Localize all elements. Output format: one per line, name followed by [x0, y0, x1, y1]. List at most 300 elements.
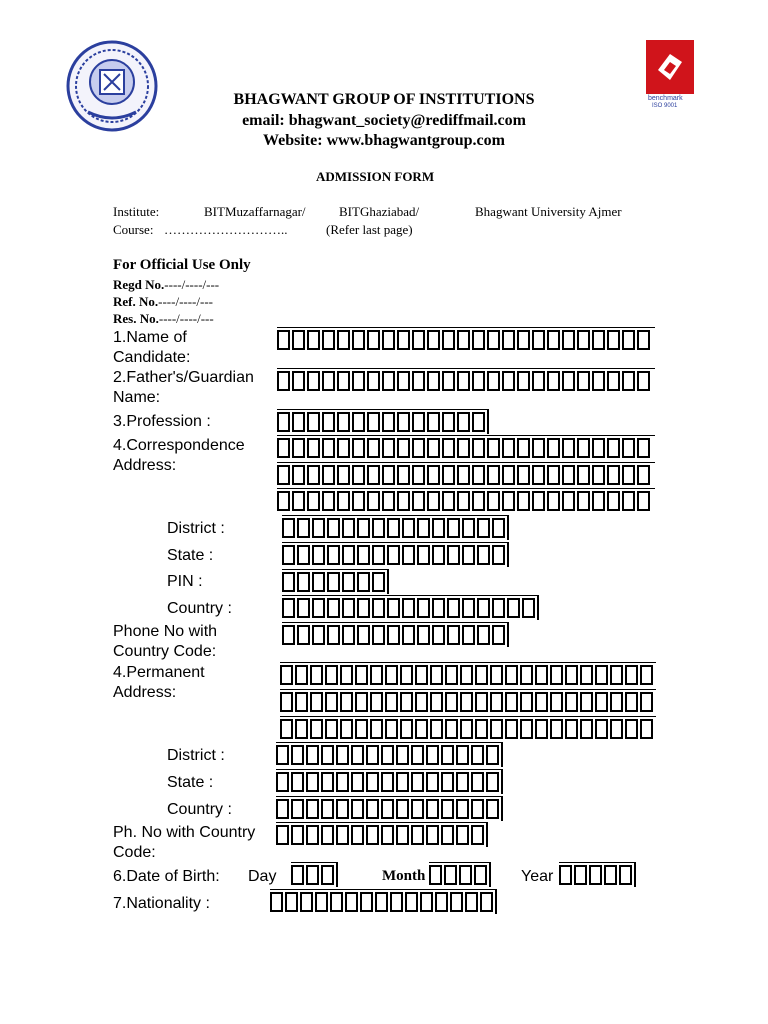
- char-box[interactable]: [342, 545, 355, 565]
- char-box[interactable]: [295, 719, 308, 739]
- char-box[interactable]: [502, 438, 515, 458]
- char-box[interactable]: [445, 719, 458, 739]
- char-box[interactable]: [625, 692, 638, 712]
- char-box[interactable]: [282, 518, 295, 538]
- char-box[interactable]: [325, 719, 338, 739]
- char-box[interactable]: [550, 692, 563, 712]
- char-box[interactable]: [312, 545, 325, 565]
- char-box[interactable]: [367, 412, 380, 432]
- char-box[interactable]: [441, 825, 454, 845]
- char-box[interactable]: [592, 330, 605, 350]
- char-box[interactable]: [457, 465, 470, 485]
- char-box[interactable]: [580, 719, 593, 739]
- nationality-boxes[interactable]: [270, 889, 497, 916]
- char-box[interactable]: [360, 892, 373, 912]
- char-box[interactable]: [426, 772, 439, 792]
- char-box[interactable]: [282, 598, 295, 618]
- char-box[interactable]: [550, 719, 563, 739]
- char-box[interactable]: [396, 825, 409, 845]
- char-box[interactable]: [442, 412, 455, 432]
- char-box[interactable]: [487, 438, 500, 458]
- char-box[interactable]: [307, 330, 320, 350]
- char-box[interactable]: [607, 438, 620, 458]
- char-box[interactable]: [390, 892, 403, 912]
- phone-boxes[interactable]: [282, 622, 509, 649]
- char-box[interactable]: [492, 625, 505, 645]
- char-box[interactable]: [610, 665, 623, 685]
- char-box[interactable]: [285, 892, 298, 912]
- char-box[interactable]: [477, 545, 490, 565]
- char-box[interactable]: [327, 625, 340, 645]
- char-box[interactable]: [550, 665, 563, 685]
- char-box[interactable]: [342, 518, 355, 538]
- char-box[interactable]: [277, 491, 290, 511]
- char-box[interactable]: [342, 598, 355, 618]
- char-box[interactable]: [280, 692, 293, 712]
- char-box[interactable]: [277, 412, 290, 432]
- char-box[interactable]: [382, 465, 395, 485]
- perm-address-boxes-3[interactable]: [280, 716, 656, 743]
- char-box[interactable]: [417, 625, 430, 645]
- char-box[interactable]: [577, 330, 590, 350]
- char-box[interactable]: [322, 491, 335, 511]
- char-box[interactable]: [492, 545, 505, 565]
- char-box[interactable]: [517, 371, 530, 391]
- char-box[interactable]: [321, 745, 334, 765]
- char-box[interactable]: [457, 491, 470, 511]
- char-box[interactable]: [322, 438, 335, 458]
- char-box[interactable]: [441, 772, 454, 792]
- char-box[interactable]: [327, 598, 340, 618]
- char-box[interactable]: [276, 772, 289, 792]
- char-box[interactable]: [507, 598, 520, 618]
- dob-year-boxes[interactable]: [559, 862, 636, 889]
- char-box[interactable]: [366, 772, 379, 792]
- char-box[interactable]: [505, 719, 518, 739]
- char-box[interactable]: [387, 625, 400, 645]
- char-box[interactable]: [381, 799, 394, 819]
- char-box[interactable]: [352, 438, 365, 458]
- char-box[interactable]: [351, 772, 364, 792]
- char-box[interactable]: [457, 330, 470, 350]
- char-box[interactable]: [547, 465, 560, 485]
- char-box[interactable]: [417, 545, 430, 565]
- char-box[interactable]: [462, 598, 475, 618]
- char-box[interactable]: [607, 371, 620, 391]
- char-box[interactable]: [502, 371, 515, 391]
- char-box[interactable]: [405, 892, 418, 912]
- char-box[interactable]: [547, 330, 560, 350]
- char-box[interactable]: [372, 598, 385, 618]
- char-box[interactable]: [357, 625, 370, 645]
- char-box[interactable]: [574, 865, 587, 885]
- char-box[interactable]: [310, 719, 323, 739]
- char-box[interactable]: [282, 572, 295, 592]
- char-box[interactable]: [412, 330, 425, 350]
- char-box[interactable]: [336, 825, 349, 845]
- char-box[interactable]: [387, 598, 400, 618]
- char-box[interactable]: [532, 330, 545, 350]
- char-box[interactable]: [532, 371, 545, 391]
- char-box[interactable]: [366, 799, 379, 819]
- char-box[interactable]: [370, 719, 383, 739]
- char-box[interactable]: [637, 330, 650, 350]
- char-box[interactable]: [325, 665, 338, 685]
- char-box[interactable]: [474, 865, 487, 885]
- char-box[interactable]: [367, 465, 380, 485]
- char-box[interactable]: [471, 745, 484, 765]
- char-box[interactable]: [577, 491, 590, 511]
- char-box[interactable]: [402, 625, 415, 645]
- char-box[interactable]: [471, 772, 484, 792]
- char-box[interactable]: [312, 625, 325, 645]
- profession-boxes[interactable]: [277, 409, 489, 436]
- char-box[interactable]: [462, 518, 475, 538]
- char-box[interactable]: [385, 692, 398, 712]
- char-box[interactable]: [502, 491, 515, 511]
- char-box[interactable]: [532, 438, 545, 458]
- char-box[interactable]: [292, 330, 305, 350]
- char-box[interactable]: [355, 692, 368, 712]
- char-box[interactable]: [397, 412, 410, 432]
- char-box[interactable]: [340, 719, 353, 739]
- perm-address-boxes-1[interactable]: [280, 662, 656, 689]
- char-box[interactable]: [442, 465, 455, 485]
- char-box[interactable]: [471, 825, 484, 845]
- char-box[interactable]: [367, 330, 380, 350]
- corr-address-boxes-2[interactable]: [277, 462, 655, 489]
- char-box[interactable]: [277, 330, 290, 350]
- char-box[interactable]: [517, 330, 530, 350]
- char-box[interactable]: [477, 625, 490, 645]
- char-box[interactable]: [280, 665, 293, 685]
- char-box[interactable]: [502, 465, 515, 485]
- dob-month-boxes[interactable]: [429, 862, 491, 889]
- char-box[interactable]: [382, 412, 395, 432]
- char-box[interactable]: [442, 491, 455, 511]
- char-box[interactable]: [637, 465, 650, 485]
- char-box[interactable]: [312, 518, 325, 538]
- char-box[interactable]: [520, 719, 533, 739]
- char-box[interactable]: [292, 465, 305, 485]
- char-box[interactable]: [321, 799, 334, 819]
- char-box[interactable]: [520, 665, 533, 685]
- char-box[interactable]: [475, 719, 488, 739]
- char-box[interactable]: [291, 799, 304, 819]
- char-box[interactable]: [357, 572, 370, 592]
- char-box[interactable]: [276, 745, 289, 765]
- char-box[interactable]: [465, 892, 478, 912]
- char-box[interactable]: [492, 598, 505, 618]
- char-box[interactable]: [502, 330, 515, 350]
- char-box[interactable]: [562, 465, 575, 485]
- char-box[interactable]: [442, 371, 455, 391]
- char-box[interactable]: [357, 518, 370, 538]
- char-box[interactable]: [345, 892, 358, 912]
- char-box[interactable]: [300, 892, 313, 912]
- char-box[interactable]: [562, 371, 575, 391]
- char-box[interactable]: [460, 719, 473, 739]
- char-box[interactable]: [291, 865, 304, 885]
- char-box[interactable]: [625, 665, 638, 685]
- char-box[interactable]: [490, 692, 503, 712]
- char-box[interactable]: [291, 745, 304, 765]
- char-box[interactable]: [385, 665, 398, 685]
- char-box[interactable]: [415, 719, 428, 739]
- char-box[interactable]: [367, 371, 380, 391]
- char-box[interactable]: [607, 465, 620, 485]
- char-box[interactable]: [565, 719, 578, 739]
- char-box[interactable]: [456, 825, 469, 845]
- char-box[interactable]: [595, 692, 608, 712]
- char-box[interactable]: [312, 572, 325, 592]
- char-box[interactable]: [387, 518, 400, 538]
- char-box[interactable]: [447, 518, 460, 538]
- char-box[interactable]: [381, 745, 394, 765]
- char-box[interactable]: [327, 545, 340, 565]
- perm-address-boxes-2[interactable]: [280, 689, 656, 716]
- char-box[interactable]: [532, 465, 545, 485]
- char-box[interactable]: [640, 665, 653, 685]
- char-box[interactable]: [277, 465, 290, 485]
- char-box[interactable]: [366, 745, 379, 765]
- char-box[interactable]: [595, 665, 608, 685]
- char-box[interactable]: [430, 665, 443, 685]
- char-box[interactable]: [477, 598, 490, 618]
- char-box[interactable]: [472, 371, 485, 391]
- char-box[interactable]: [472, 491, 485, 511]
- char-box[interactable]: [559, 865, 572, 885]
- char-box[interactable]: [432, 518, 445, 538]
- char-box[interactable]: [462, 625, 475, 645]
- char-box[interactable]: [622, 465, 635, 485]
- char-box[interactable]: [306, 772, 319, 792]
- char-box[interactable]: [412, 465, 425, 485]
- char-box[interactable]: [607, 491, 620, 511]
- char-box[interactable]: [532, 491, 545, 511]
- char-box[interactable]: [411, 745, 424, 765]
- char-box[interactable]: [580, 665, 593, 685]
- char-box[interactable]: [402, 518, 415, 538]
- char-box[interactable]: [312, 598, 325, 618]
- char-box[interactable]: [402, 598, 415, 618]
- char-box[interactable]: [622, 438, 635, 458]
- char-box[interactable]: [400, 719, 413, 739]
- char-box[interactable]: [411, 799, 424, 819]
- char-box[interactable]: [352, 330, 365, 350]
- char-box[interactable]: [336, 799, 349, 819]
- char-box[interactable]: [282, 625, 295, 645]
- char-box[interactable]: [297, 518, 310, 538]
- char-box[interactable]: [547, 438, 560, 458]
- char-box[interactable]: [610, 692, 623, 712]
- char-box[interactable]: [276, 825, 289, 845]
- char-box[interactable]: [307, 412, 320, 432]
- char-box[interactable]: [352, 412, 365, 432]
- char-box[interactable]: [486, 745, 499, 765]
- char-box[interactable]: [412, 491, 425, 511]
- char-box[interactable]: [336, 745, 349, 765]
- char-box[interactable]: [372, 518, 385, 538]
- char-box[interactable]: [592, 371, 605, 391]
- char-box[interactable]: [402, 545, 415, 565]
- char-box[interactable]: [276, 799, 289, 819]
- char-box[interactable]: [387, 545, 400, 565]
- char-box[interactable]: [589, 865, 602, 885]
- char-box[interactable]: [637, 371, 650, 391]
- char-box[interactable]: [397, 491, 410, 511]
- char-box[interactable]: [622, 371, 635, 391]
- char-box[interactable]: [471, 799, 484, 819]
- char-box[interactable]: [535, 665, 548, 685]
- char-box[interactable]: [382, 491, 395, 511]
- char-box[interactable]: [595, 719, 608, 739]
- char-box[interactable]: [426, 799, 439, 819]
- char-box[interactable]: [306, 745, 319, 765]
- char-box[interactable]: [619, 865, 632, 885]
- char-box[interactable]: [307, 491, 320, 511]
- char-box[interactable]: [321, 825, 334, 845]
- char-box[interactable]: [522, 598, 535, 618]
- char-box[interactable]: [456, 745, 469, 765]
- char-box[interactable]: [337, 412, 350, 432]
- char-box[interactable]: [337, 330, 350, 350]
- char-box[interactable]: [372, 625, 385, 645]
- char-box[interactable]: [475, 665, 488, 685]
- char-box[interactable]: [457, 412, 470, 432]
- char-box[interactable]: [310, 665, 323, 685]
- char-box[interactable]: [517, 491, 530, 511]
- char-box[interactable]: [306, 865, 319, 885]
- corr-address-boxes-1[interactable]: [277, 435, 655, 462]
- char-box[interactable]: [277, 371, 290, 391]
- char-box[interactable]: [352, 491, 365, 511]
- char-box[interactable]: [472, 412, 485, 432]
- char-box[interactable]: [460, 665, 473, 685]
- char-box[interactable]: [397, 465, 410, 485]
- char-box[interactable]: [397, 371, 410, 391]
- char-box[interactable]: [427, 330, 440, 350]
- char-box[interactable]: [400, 665, 413, 685]
- char-box[interactable]: [270, 892, 283, 912]
- char-box[interactable]: [607, 330, 620, 350]
- char-box[interactable]: [457, 438, 470, 458]
- char-box[interactable]: [625, 719, 638, 739]
- char-box[interactable]: [432, 545, 445, 565]
- char-box[interactable]: [307, 371, 320, 391]
- char-box[interactable]: [292, 438, 305, 458]
- char-box[interactable]: [442, 438, 455, 458]
- char-box[interactable]: [562, 491, 575, 511]
- pin-boxes[interactable]: [282, 569, 389, 596]
- char-box[interactable]: [547, 371, 560, 391]
- char-box[interactable]: [456, 799, 469, 819]
- char-box[interactable]: [337, 438, 350, 458]
- char-box[interactable]: [297, 545, 310, 565]
- char-box[interactable]: [492, 518, 505, 538]
- char-box[interactable]: [565, 692, 578, 712]
- char-box[interactable]: [427, 491, 440, 511]
- char-box[interactable]: [505, 665, 518, 685]
- char-box[interactable]: [292, 491, 305, 511]
- char-box[interactable]: [307, 438, 320, 458]
- char-box[interactable]: [295, 665, 308, 685]
- char-box[interactable]: [351, 799, 364, 819]
- char-box[interactable]: [396, 799, 409, 819]
- country-boxes-2[interactable]: [276, 796, 503, 823]
- char-box[interactable]: [412, 371, 425, 391]
- char-box[interactable]: [517, 438, 530, 458]
- char-box[interactable]: [352, 465, 365, 485]
- char-box[interactable]: [282, 545, 295, 565]
- char-box[interactable]: [322, 330, 335, 350]
- char-box[interactable]: [337, 371, 350, 391]
- char-box[interactable]: [490, 719, 503, 739]
- char-box[interactable]: [325, 692, 338, 712]
- char-box[interactable]: [505, 692, 518, 712]
- char-box[interactable]: [535, 719, 548, 739]
- char-box[interactable]: [291, 772, 304, 792]
- char-box[interactable]: [487, 371, 500, 391]
- char-box[interactable]: [306, 825, 319, 845]
- char-box[interactable]: [355, 719, 368, 739]
- char-box[interactable]: [517, 465, 530, 485]
- char-box[interactable]: [547, 491, 560, 511]
- state-boxes-2[interactable]: [276, 769, 503, 796]
- char-box[interactable]: [592, 491, 605, 511]
- char-box[interactable]: [477, 518, 490, 538]
- char-box[interactable]: [487, 465, 500, 485]
- country-boxes[interactable]: [282, 595, 539, 622]
- char-box[interactable]: [367, 438, 380, 458]
- char-box[interactable]: [441, 745, 454, 765]
- char-box[interactable]: [381, 772, 394, 792]
- father-name-boxes[interactable]: [277, 368, 655, 395]
- char-box[interactable]: [487, 491, 500, 511]
- char-box[interactable]: [417, 518, 430, 538]
- char-box[interactable]: [640, 719, 653, 739]
- char-box[interactable]: [459, 865, 472, 885]
- char-box[interactable]: [381, 825, 394, 845]
- char-box[interactable]: [382, 330, 395, 350]
- char-box[interactable]: [340, 665, 353, 685]
- char-box[interactable]: [375, 892, 388, 912]
- char-box[interactable]: [622, 330, 635, 350]
- char-box[interactable]: [382, 438, 395, 458]
- char-box[interactable]: [562, 438, 575, 458]
- char-box[interactable]: [427, 465, 440, 485]
- char-box[interactable]: [429, 865, 442, 885]
- char-box[interactable]: [637, 491, 650, 511]
- char-box[interactable]: [447, 625, 460, 645]
- char-box[interactable]: [280, 719, 293, 739]
- char-box[interactable]: [472, 330, 485, 350]
- ph-boxes[interactable]: [276, 822, 488, 849]
- char-box[interactable]: [411, 772, 424, 792]
- char-box[interactable]: [457, 371, 470, 391]
- char-box[interactable]: [340, 692, 353, 712]
- char-box[interactable]: [430, 719, 443, 739]
- char-box[interactable]: [472, 465, 485, 485]
- char-box[interactable]: [327, 518, 340, 538]
- char-box[interactable]: [357, 545, 370, 565]
- char-box[interactable]: [456, 772, 469, 792]
- char-box[interactable]: [292, 412, 305, 432]
- char-box[interactable]: [432, 625, 445, 645]
- district-boxes[interactable]: [282, 515, 509, 542]
- char-box[interactable]: [447, 598, 460, 618]
- corr-address-boxes-3[interactable]: [277, 488, 655, 515]
